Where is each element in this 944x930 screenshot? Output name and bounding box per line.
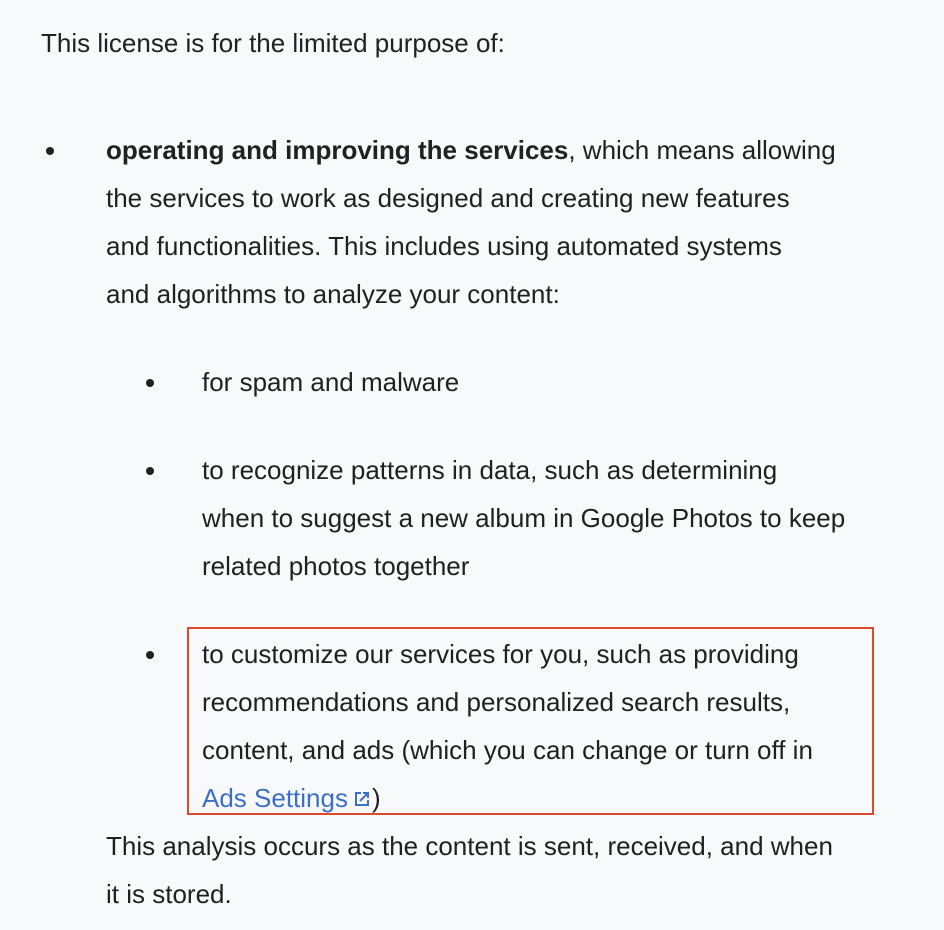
list-item-line: related photos together (202, 551, 470, 581)
bullet-dot (146, 379, 154, 387)
ads-settings-label: Ads Settings (202, 783, 348, 813)
closing-line: it is stored. (106, 879, 232, 909)
bullet-dot (46, 147, 54, 155)
closing-paren: ) (371, 783, 381, 813)
bold-heading: operating and improving the services (106, 135, 569, 165)
sub-list-item (202, 358, 459, 406)
list-item (106, 126, 836, 318)
text-span: , which means allowing (568, 135, 836, 165)
bullet-dot (146, 467, 154, 475)
list-item-line: the services to work as designed and creating new features (106, 183, 790, 213)
list-item-line: and algorithms to analyze your content: (106, 279, 560, 309)
list-item-line: for spam and malware (202, 367, 460, 397)
list-item-line: when to suggest a new album in Google Photos to keep (202, 503, 846, 533)
highlight-box (187, 627, 874, 815)
list-item-line: content, and ads (which you can change or turn off in (202, 735, 813, 765)
sub-list-item (202, 446, 845, 590)
list-item-line: recommendations and personalized search results, (202, 687, 791, 717)
closing-line: This analysis occurs as the content is sent, received, and when (106, 831, 833, 861)
list-item-line: and functionalities. This includes using automated systems (106, 231, 782, 261)
bullet-dot (146, 651, 154, 659)
closing-paragraph (106, 822, 833, 918)
list-item-line (106, 126, 836, 174)
list-item-line: to recognize patterns in data, such as determining (202, 455, 778, 485)
intro-paragraph: This license is for the limited purpose of: (41, 28, 505, 58)
list-item-line: to customize our services for you, such as providing (202, 639, 799, 669)
